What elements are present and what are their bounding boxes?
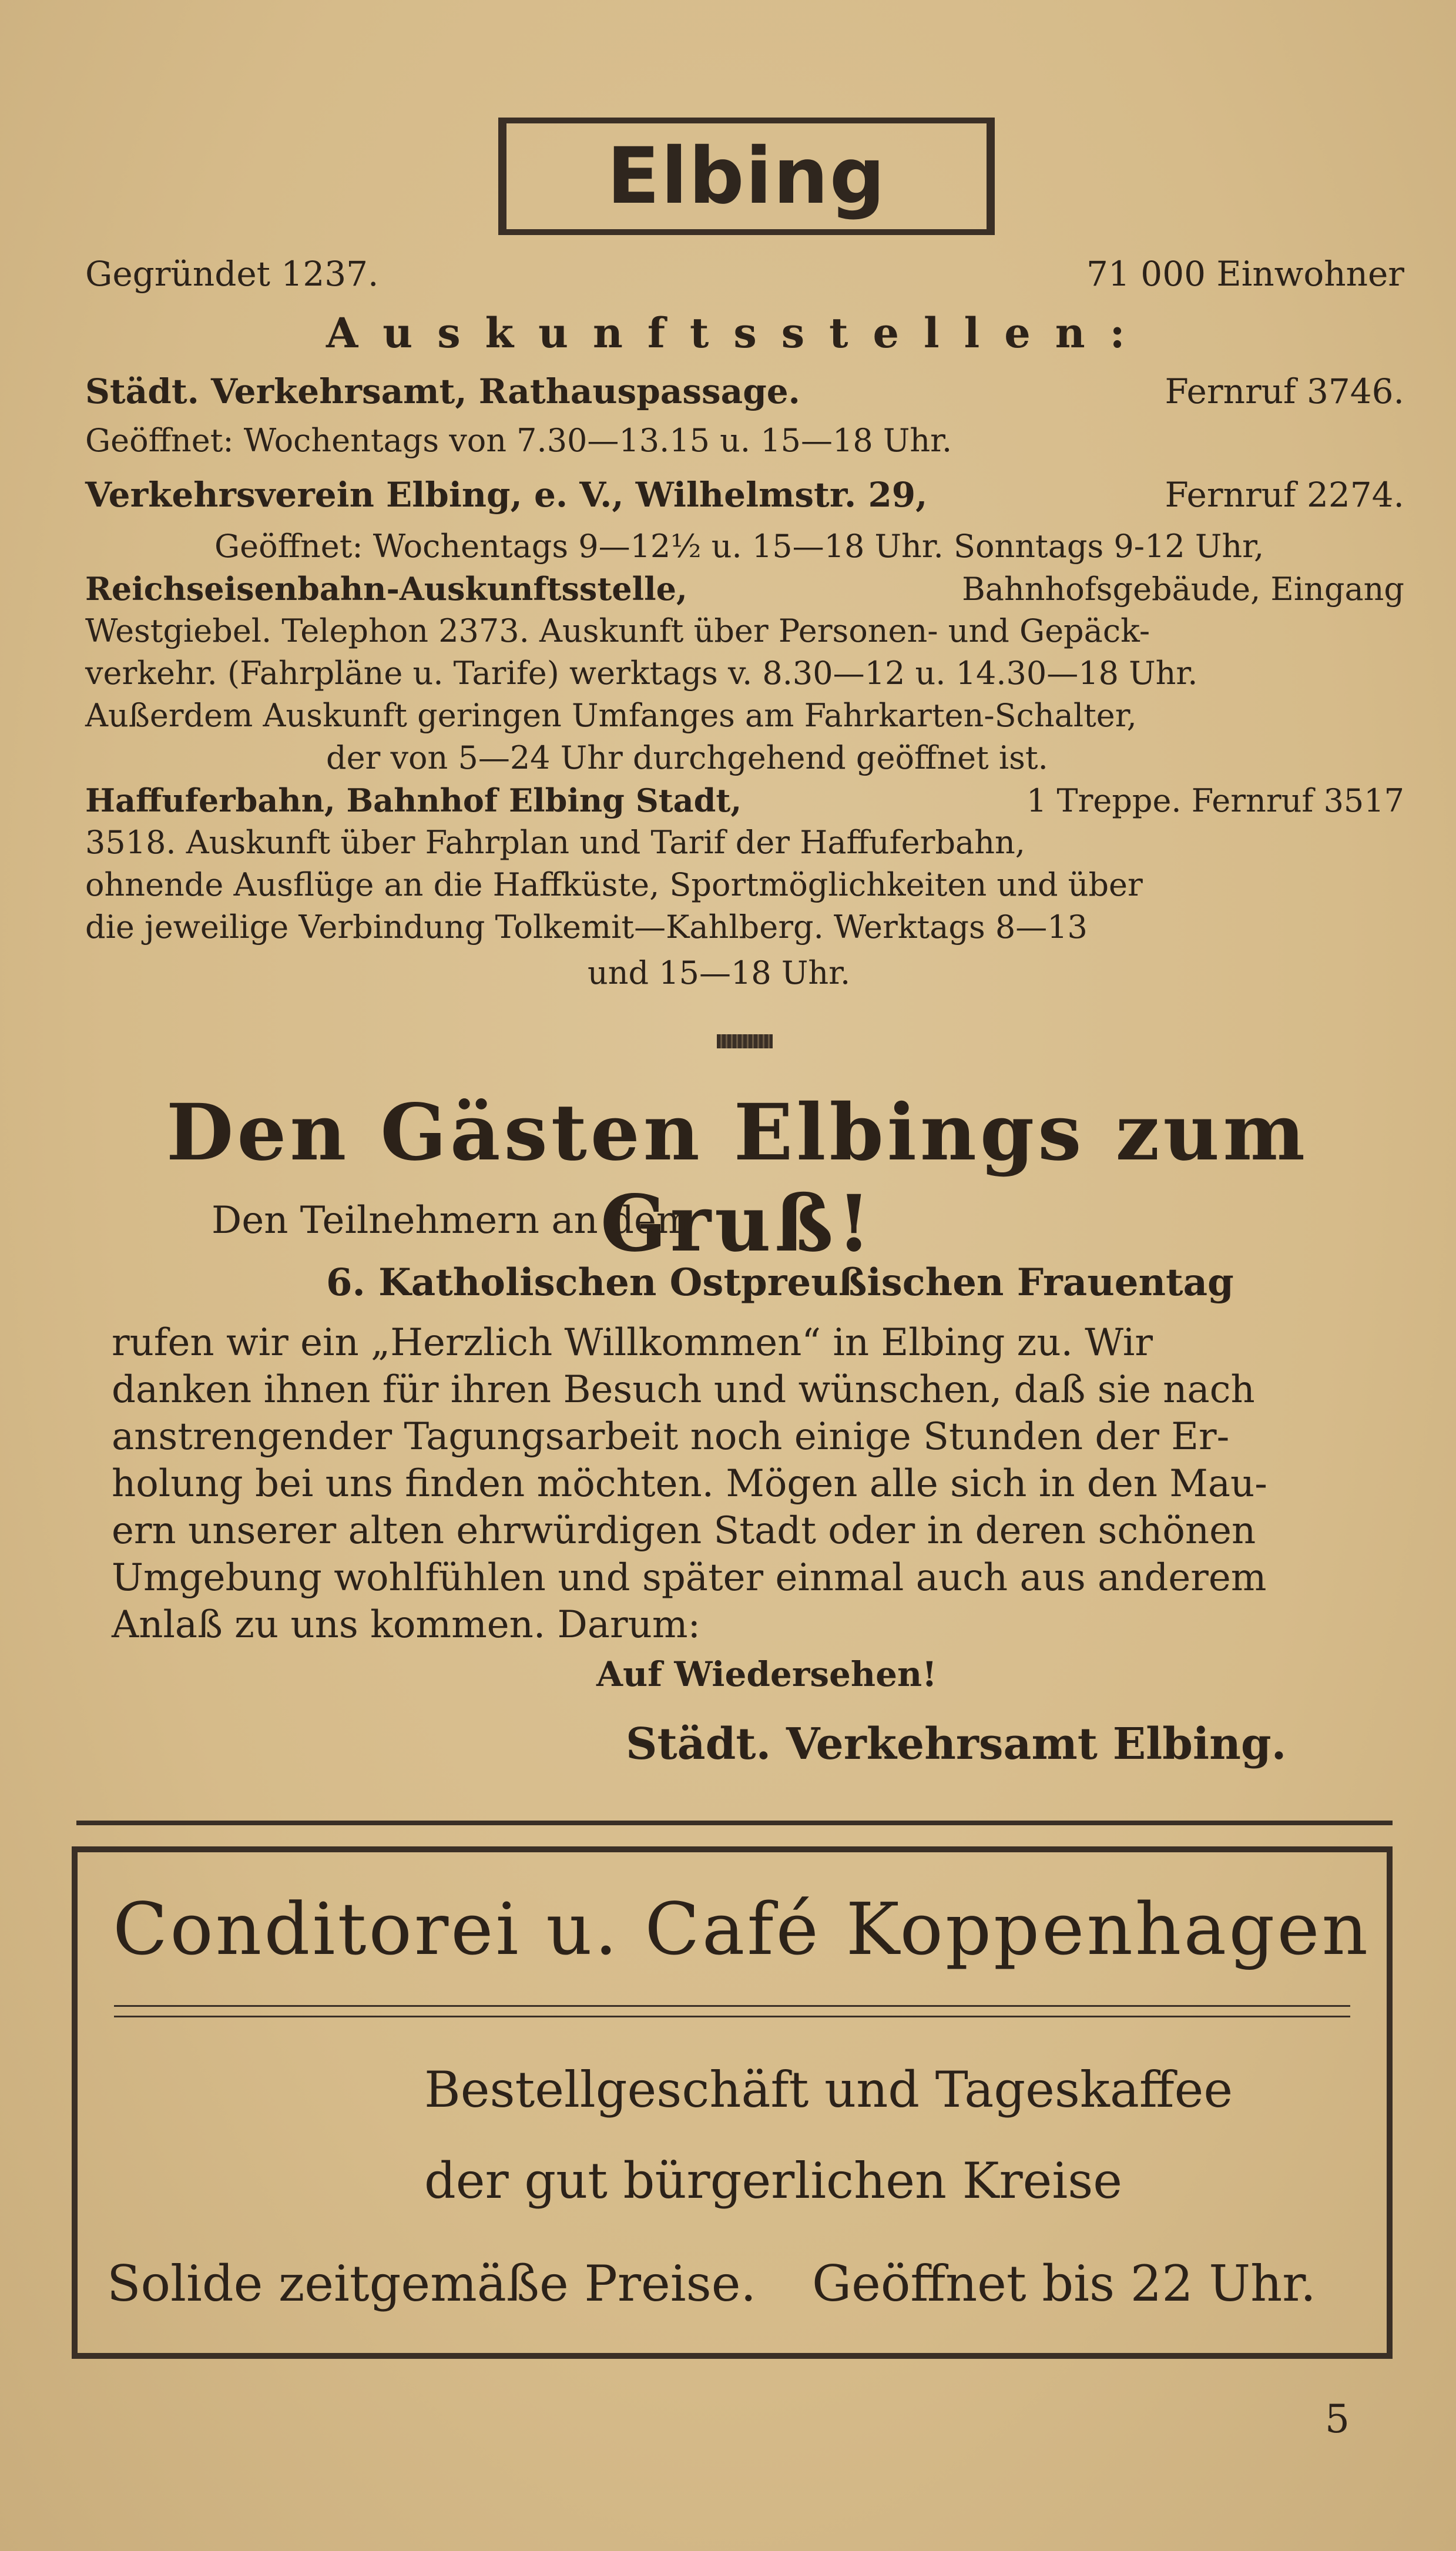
- greeting-line: danken ihnen für ihren Besuch und wünschen, daß sie nach: [112, 1368, 1255, 1412]
- verein-phone: Fernruf 2274.: [1165, 475, 1404, 515]
- reichsbahn-line: Bahnhofsgebäude, Eingang: [962, 571, 1404, 608]
- ad-title: Conditorei u. Café Koppenhagen: [113, 1888, 1371, 1971]
- greeting-line: Anlaß zu uns kommen. Darum:: [112, 1603, 701, 1647]
- ad-rule-top: [114, 2005, 1350, 2007]
- greeting-intro: Den Teilnehmern an dem: [212, 1199, 692, 1242]
- verkehrsamt-name: Städt. Verkehrsamt, Rathauspassage.: [85, 371, 800, 411]
- haffufer-line: 1 Treppe. Fernruf 3517: [1026, 782, 1404, 819]
- reichsbahn-line: verkehr. (Fahrpläne u. Tarife) werktags v. 8.30—12 u. 14.30—18 Uhr.: [85, 655, 1198, 692]
- reichsbahn-line: Westgiebel. Telephon 2373. Auskunft über Personen- und Gepäck-: [85, 612, 1150, 649]
- haffufer-row: [85, 782, 1404, 819]
- greeting-signature: Städt. Verkehrsamt Elbing.: [626, 1719, 1287, 1769]
- haffufer-line: und 15—18 Uhr.: [588, 954, 851, 991]
- reichsbahn-line: Außerdem Auskunft geringen Umfanges am Fahrkarten-Schalter,: [85, 697, 1137, 734]
- verein-name: Verkehrsverein Elbing, e. V., Wilhelmstr. 29,: [85, 475, 928, 515]
- verein-row: [85, 475, 1404, 515]
- greeting-line: Umgebung wohlfühlen und später einmal auch aus anderem: [112, 1556, 1267, 1600]
- ad-line-3-left: Solide zeitgemäße Preise.: [107, 2255, 757, 2312]
- greeting-title: Den Gästen Elbings zum Gruß!: [166, 1087, 1309, 1269]
- haffufer-line: 3518. Auskunft über Fahrplan und Tarif der Haffuferbahn,: [85, 824, 1025, 861]
- page-number: 5: [1325, 2396, 1350, 2442]
- haffufer-line: die jeweilige Verbindung Tolkemit—Kahlberg. Werktags 8—13: [85, 909, 1088, 946]
- reichsbahn-name: Reichseisenbahn-Auskunftsstelle,: [85, 570, 687, 608]
- verein-hours: Geöffnet: Wochentags 9—12½ u. 15—18 Uhr. Sonntags 9-12 Uhr,: [214, 528, 1264, 565]
- header-row: [85, 254, 1404, 294]
- verkehrsamt-row: [85, 371, 1404, 411]
- title-frame: [498, 118, 995, 235]
- greeting-event: 6. Katholischen Ostpreußischen Frauentag: [326, 1261, 1234, 1305]
- greeting-line: rufen wir ein „Herzlich Willkommen“ in Elbing zu. Wir: [112, 1321, 1153, 1365]
- haffufer-name: Haffuferbahn, Bahnhof Elbing Stadt,: [85, 782, 742, 819]
- greeting-line: holung bei uns finden möchten. Mögen alle sich in den Mau-: [112, 1462, 1267, 1506]
- ad-frame: [72, 1846, 1393, 2359]
- ad-line-3-right: Geöffnet bis 22 Uhr.: [812, 2255, 1316, 2312]
- ad-line-1: Bestellgeschäft und Tageskaffee: [424, 2061, 1233, 2118]
- greeting-farewell: Auf Wiedersehen!: [596, 1654, 937, 1694]
- verkehrsamt-hours: Geöffnet: Wochentags von 7.30—13.15 u. 15—18 Uhr.: [85, 422, 952, 459]
- greeting-line: anstrengender Tagungsarbeit noch einige Stunden der Er-: [112, 1415, 1230, 1459]
- divider-rule: [76, 1821, 1393, 1825]
- greeting-line: ern unserer alten ehrwürdigen Stadt oder in deren schönen: [112, 1509, 1256, 1553]
- ornament-divider: [717, 1034, 773, 1048]
- haffufer-line: ohnende Ausflüge an die Haffküste, Sportmöglichkeiten und über: [85, 866, 1143, 903]
- reichsbahn-row: [85, 570, 1404, 608]
- page-title: Elbing: [606, 131, 887, 222]
- ad-line-2: der gut bürgerlichen Kreise: [424, 2152, 1123, 2210]
- verkehrsamt-phone: Fernruf 3746.: [1165, 371, 1404, 411]
- founded-text: Gegründet 1237.: [85, 254, 379, 294]
- population-text: 71 000 Einwohner: [1086, 254, 1404, 294]
- info-heading: Auskunftsstellen:: [326, 309, 1150, 357]
- reichsbahn-line: der von 5—24 Uhr durchgehend geöffnet ist.: [326, 739, 1048, 776]
- ad-rule-bottom: [114, 2016, 1350, 2017]
